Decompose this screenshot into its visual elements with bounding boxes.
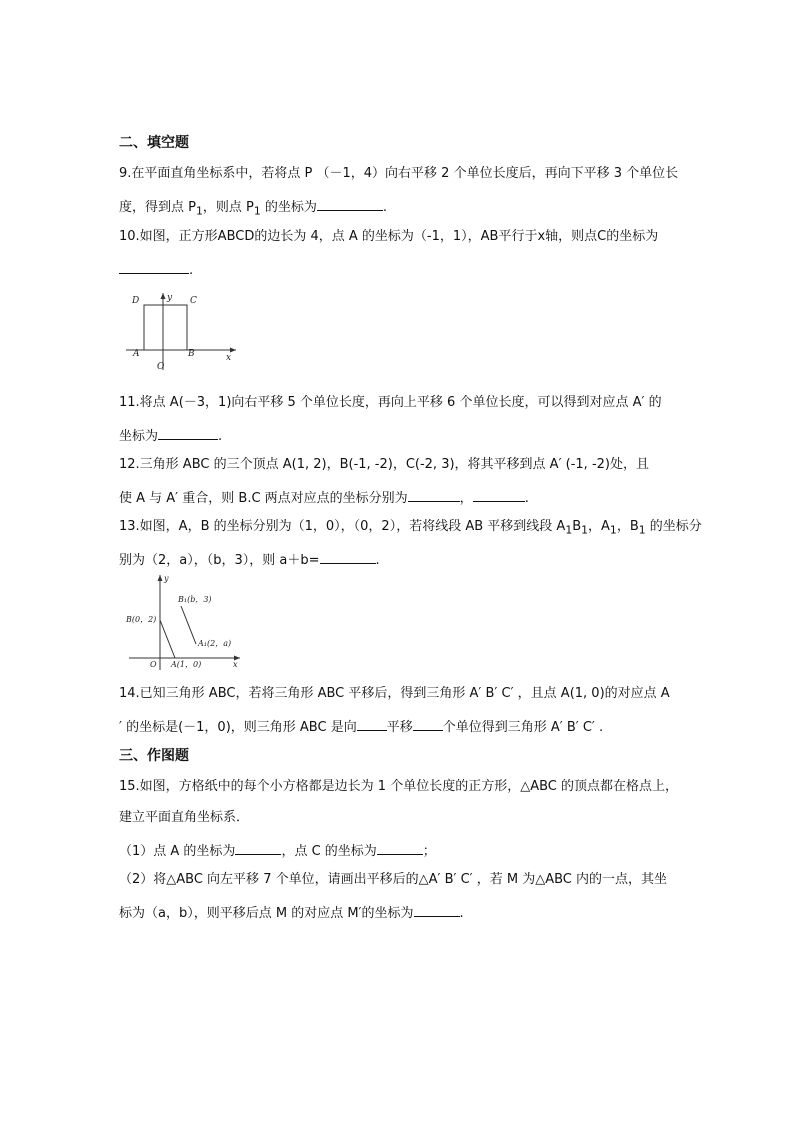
section-heading-fill-in: 二、填空题 <box>119 135 189 151</box>
q13-figure <box>123 572 248 672</box>
q10-label-x: x <box>226 353 232 363</box>
q15-answer-blank-C[interactable] <box>377 840 423 855</box>
q15-part2-end: . <box>459 906 464 921</box>
q14-text-a: ′ 的坐标是(－1，0)，则三角形 ABC 是向 <box>119 720 357 735</box>
q12-line2 <box>119 487 529 508</box>
q14-answer-blank-direction[interactable] <box>357 716 387 731</box>
q9-text-b: ，则点 P <box>202 200 254 215</box>
q13-answer-blank[interactable] <box>320 549 376 564</box>
q15-line1: 15.如图，方格纸中的每个小方格都是边长为 1 个单位长度的正方形，△ABC 的顶点都在格点上， <box>119 779 679 794</box>
q13-sub-1: 1 <box>565 523 573 537</box>
q15-answer-blank-M[interactable] <box>414 902 460 917</box>
q15-part2-line2 <box>119 902 464 923</box>
q13-label-x: x <box>233 660 238 669</box>
q10-label-y: y <box>167 293 173 303</box>
q10-line1: 10.如图，正方形ABCD的边长为 4，点 A 的坐标为（-1，1），AB平行于x轴，则点C的坐标为 <box>119 229 659 244</box>
q13-label-B: B(0，2) <box>126 615 157 624</box>
q15-part2-line1: （2）将△ABC 向左平移 7 个单位，请画出平移后的△A′ B′ C′ ，若 M 为△ABC 内的一点，其坐 <box>119 872 668 887</box>
q14-line2 <box>119 716 603 737</box>
q9-answer-blank[interactable] <box>317 196 383 211</box>
q10-label-C: C <box>190 296 197 306</box>
q13-line2 <box>119 549 380 570</box>
q9-line1: 9.在平面直角坐标系中，若将点 P （－1，4）向右平移 2 个单位长度后，再向下平移 3 个单位长 <box>119 166 679 181</box>
q13-label-A: A(1，0) <box>171 660 202 669</box>
q13-label-A1: A₁(2，a) <box>198 639 232 648</box>
q10-line2 <box>119 259 193 280</box>
q14-line1: 14.已知三角形 ABC，若将三角形 ABC 平移后，得到三角形 A′ B′ C′ ，且点 A(1, 0)的对应点 A <box>119 686 670 701</box>
q12-line1: 12.三角形 ABC 的三个顶点 A(1, 2)，B(-1, -2)，C(-2, 3)，将其平移到点 A′ (-1, -2)处，且 <box>119 457 649 472</box>
q10-answer-blank[interactable] <box>119 259 189 274</box>
q15-part1 <box>119 840 436 861</box>
q12-text-a: 使 A 与 A′ 重合，则 B.C 两点对应点的坐标分别为 <box>119 491 408 506</box>
q15-line2: 建立平面直角坐标系． <box>119 810 250 825</box>
q13-text-d: ，B <box>616 519 639 534</box>
q13-label-B1: B₁(b，3) <box>178 595 212 604</box>
q11-end: . <box>218 429 223 444</box>
q13-label-O: O <box>150 660 157 669</box>
q9-end: . <box>382 200 388 215</box>
q11-line1: 11.将点 A(－3，1)向右平移 5 个单位长度，再向上平移 6 个单位长度，可以得到对应点 A′ 的 <box>119 395 662 410</box>
q11-answer-blank[interactable] <box>158 425 218 440</box>
q10-figure <box>126 290 246 372</box>
q12-end: . <box>524 491 529 506</box>
q13-text-b: B <box>572 519 582 534</box>
q12-answer-blank-2[interactable] <box>473 487 525 502</box>
q13-text-c: ，A <box>588 519 610 534</box>
q13-line1 <box>119 518 702 540</box>
q14-answer-blank-units[interactable] <box>413 716 443 731</box>
q12-answer-blank-1[interactable] <box>408 487 460 502</box>
q9-text-c: 的坐标为 <box>260 200 317 215</box>
q15-part2-text-a: 标为（a，b），则平移后点 M 的对应点 M′的坐标为 <box>119 906 414 921</box>
q9-sub-1: 1 <box>195 204 203 218</box>
q15-part1-text-b: ，点 C 的坐标为 <box>281 844 377 859</box>
q14-text-c: 个单位得到三角形 A′ B′ C′ . <box>442 720 604 735</box>
q10-label-B: B <box>188 349 195 359</box>
q13-text-line2: 别为（2，a），（b，3），则 a＋b= <box>119 553 320 568</box>
q9-sub-2: 1 <box>253 204 261 218</box>
q13-label-y: y <box>164 574 169 583</box>
q11-line2 <box>119 425 222 446</box>
q15-answer-blank-A[interactable] <box>235 840 281 855</box>
q13-end: . <box>375 553 380 568</box>
q9-line2 <box>119 196 387 221</box>
q10-label-D: D <box>132 296 140 306</box>
q15-part1-text-a: （1）点 A 的坐标为 <box>119 844 236 859</box>
q9-text-a: 度，得到点 P <box>119 200 196 215</box>
q14-text-b: 平移 <box>386 720 413 735</box>
q13-sub-2: 1 <box>581 523 589 537</box>
q10-label-A: A <box>133 349 140 359</box>
q11-text-a: 坐标为 <box>119 429 159 444</box>
section-heading-drawing: 三、作图题 <box>119 748 189 764</box>
q13-sub-4: 1 <box>638 523 646 537</box>
q15-part1-end: ； <box>422 844 436 859</box>
q13-text-a: 13.如图，A，B 的坐标分别为（1，0），（0，2），若将线段 AB 平移到线段 A <box>119 519 566 534</box>
q10-label-O: O <box>157 362 165 372</box>
q13-text-e: 的坐标分 <box>645 519 702 534</box>
q13-sub-3: 1 <box>609 523 617 537</box>
q12-sep: ， <box>459 491 473 506</box>
q10-end: . <box>189 263 194 278</box>
